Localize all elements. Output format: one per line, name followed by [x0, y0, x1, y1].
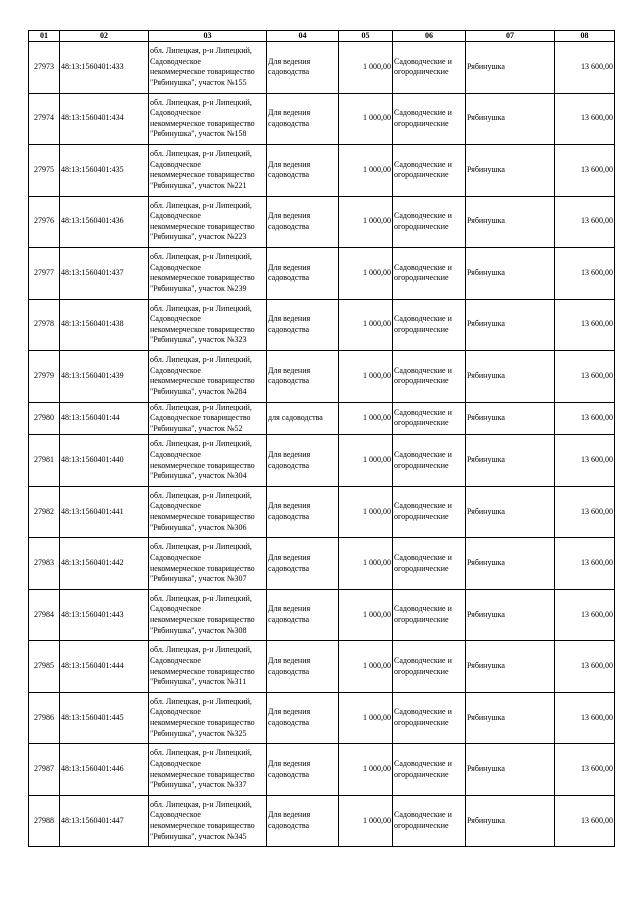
partnership-name-cell [466, 435, 555, 487]
area-value-cell [339, 351, 393, 403]
land-category-cell [393, 93, 466, 145]
table-row [29, 538, 615, 590]
row-number: 27986 [34, 712, 54, 722]
permitted-use: Для ведения садоводства [268, 449, 311, 470]
area-value-cell [339, 145, 393, 197]
row-number: 27977 [34, 267, 54, 277]
cadastral-value: 13 600,00 [581, 455, 613, 465]
area-value: 1 000,00 [363, 712, 391, 722]
land-category-cell [393, 641, 466, 693]
area-value: 1 000,00 [363, 413, 391, 423]
cadastral-number: 48:13:1560401:44 [61, 413, 120, 423]
cadastral-value-cell [555, 795, 615, 847]
row-number-cell [29, 248, 60, 300]
cadastral-number-cell [60, 42, 149, 94]
area-value-cell [339, 299, 393, 351]
land-register-table [28, 30, 615, 847]
area-value-cell [339, 795, 393, 847]
row-number: 27983 [34, 558, 54, 568]
cadastral-value-cell [555, 248, 615, 300]
land-category: Садоводческие и огороднические [394, 56, 452, 77]
cadastral-number: 48:13:1560401:436 [61, 216, 124, 226]
area-value-cell [339, 402, 393, 435]
cadastral-number: 48:13:1560401:438 [61, 319, 124, 329]
cadastral-value: 13 600,00 [581, 558, 613, 568]
area-value: 1 000,00 [363, 370, 391, 380]
cadastral-value-cell [555, 538, 615, 590]
cadastral-number-cell [60, 795, 149, 847]
permitted-use-cell [267, 351, 339, 403]
table-row [29, 402, 615, 435]
cadastral-value-cell [555, 299, 615, 351]
row-number-cell [29, 744, 60, 796]
header-row [29, 31, 615, 42]
cadastral-number: 48:13:1560401:439 [61, 370, 124, 380]
row-number-cell [29, 589, 60, 641]
cadastral-value-cell [555, 744, 615, 796]
land-category-cell [393, 402, 466, 435]
row-number-cell [29, 795, 60, 847]
partnership-name: Рябинушка [467, 113, 505, 123]
column-header-01: 01 [29, 31, 60, 42]
cadastral-value-cell [555, 486, 615, 538]
row-number-cell [29, 435, 60, 487]
row-number-cell [29, 692, 60, 744]
cadastral-number: 48:13:1560401:442 [61, 558, 124, 568]
cadastral-number-cell [60, 589, 149, 641]
address: обл. Липецкая, р-н Липецкий, Садоводческое некоммерческое товарищество "Рябинушка", участок №223 [150, 200, 255, 242]
land-category: Садоводческие и огороднические [394, 655, 452, 676]
area-value-cell [339, 248, 393, 300]
partnership-name-cell [466, 93, 555, 145]
area-value-cell [339, 486, 393, 538]
permitted-use: Для ведения садоводства [268, 262, 311, 283]
cadastral-value-cell [555, 402, 615, 435]
permitted-use-cell [267, 248, 339, 300]
column-header-05: 05 [339, 31, 393, 42]
area-value-cell [339, 42, 393, 94]
area-value: 1 000,00 [363, 61, 391, 71]
address: обл. Липецкая, р-н Липецкий, Садоводческое некоммерческое товарищество "Рябинушка", участок №345 [150, 799, 255, 841]
partnership-name: Рябинушка [467, 61, 505, 71]
permitted-use: Для ведения садоводства [268, 159, 311, 180]
permitted-use: Для ведения садоводства [268, 211, 311, 231]
cadastral-number-cell [60, 692, 149, 744]
cadastral-number: 48:13:1560401:437 [61, 267, 124, 277]
partnership-name: Рябинушка [467, 267, 505, 277]
cadastral-value: 13 600,00 [581, 61, 613, 71]
partnership-name: Рябинушка [467, 319, 505, 329]
area-value: 1 000,00 [363, 267, 391, 277]
address-cell [149, 248, 267, 300]
cadastral-value-cell [555, 42, 615, 94]
row-number-cell [29, 538, 60, 590]
table-row [29, 351, 615, 403]
permitted-use-cell [267, 299, 339, 351]
cadastral-value: 13 600,00 [581, 764, 613, 774]
partnership-name: Рябинушка [467, 661, 505, 671]
table-row [29, 744, 615, 796]
address: обл. Липецкая, р-н Липецкий, Садоводческое некоммерческое товарищество "Рябинушка", участок №304 [150, 439, 255, 481]
row-number: 27985 [34, 661, 54, 671]
cadastral-value-cell [555, 435, 615, 487]
cadastral-value-cell [555, 589, 615, 641]
cadastral-value-cell [555, 145, 615, 197]
land-category-cell [393, 692, 466, 744]
address: обл. Липецкая, р-н Липецкий, Садоводческое товарищество "Рябинушка", участок №52 [150, 402, 252, 433]
land-category-cell [393, 795, 466, 847]
address: обл. Липецкая, р-н Липецкий, Садоводческое некоммерческое товарищество "Рябинушка", участок №221 [150, 149, 255, 190]
area-value: 1 000,00 [363, 506, 391, 516]
address: обл. Липецкая, р-н Липецкий, Садоводческое некоммерческое товарищество "Рябинушка", участок №311 [150, 645, 255, 687]
partnership-name-cell [466, 692, 555, 744]
permitted-use-cell [267, 589, 339, 641]
permitted-use-cell [267, 538, 339, 590]
area-value: 1 000,00 [363, 815, 391, 825]
permitted-use-cell [267, 42, 339, 94]
land-category-cell [393, 42, 466, 94]
cadastral-value: 13 600,00 [581, 216, 613, 226]
partnership-name-cell [466, 795, 555, 847]
row-number: 27975 [34, 164, 54, 174]
address-cell [149, 145, 267, 197]
address: обл. Липецкая, р-н Липецкий, Садоводческое некоммерческое товарищество "Рябинушка", участок №307 [150, 542, 255, 584]
row-number: 27973 [34, 61, 54, 71]
area-value: 1 000,00 [363, 609, 391, 619]
row-number: 27976 [34, 216, 54, 226]
partnership-name-cell [466, 299, 555, 351]
area-value-cell [339, 435, 393, 487]
permitted-use: Для ведения садоводства [268, 365, 311, 386]
partnership-name: Рябинушка [467, 216, 505, 226]
address: обл. Липецкая, р-н Липецкий, Садоводческое некоммерческое товарищество "Рябинушка", участок №306 [150, 490, 255, 532]
address-cell [149, 744, 267, 796]
cadastral-number-cell [60, 744, 149, 796]
cadastral-number-cell [60, 538, 149, 590]
permitted-use: Для ведения садоводства [268, 604, 311, 625]
row-number: 27981 [34, 455, 54, 465]
row-number: 27979 [34, 370, 54, 380]
permitted-use: Для ведения садоводства [268, 552, 311, 573]
permitted-use-cell [267, 196, 339, 248]
land-category: Садоводческие и огороднические [394, 108, 452, 128]
permitted-use-cell [267, 435, 339, 487]
column-header-08: 08 [555, 31, 615, 42]
address: обл. Липецкая, р-н Липецкий, Садоводческое некоммерческое товарищество "Рябинушка", участок №323 [150, 303, 255, 345]
cadastral-value: 13 600,00 [581, 370, 613, 380]
permitted-use-cell [267, 795, 339, 847]
row-number: 27974 [34, 113, 54, 123]
table-row [29, 435, 615, 487]
cadastral-value-cell [555, 692, 615, 744]
partnership-name-cell [466, 744, 555, 796]
area-value: 1 000,00 [363, 113, 391, 123]
cadastral-number-cell [60, 93, 149, 145]
row-number-cell [29, 641, 60, 693]
cadastral-number: 48:13:1560401:433 [61, 61, 124, 71]
cadastral-number: 48:13:1560401:444 [61, 661, 124, 671]
permitted-use: Для ведения садоводства [268, 810, 311, 831]
address-cell [149, 351, 267, 403]
land-category: Садоводческие и огороднические [394, 211, 452, 231]
land-category-cell [393, 486, 466, 538]
permitted-use-cell [267, 744, 339, 796]
cadastral-number: 48:13:1560401:441 [61, 506, 124, 516]
cadastral-number-cell [60, 402, 149, 435]
partnership-name: Рябинушка [467, 764, 505, 774]
cadastral-value: 13 600,00 [581, 815, 613, 825]
permitted-use-cell [267, 692, 339, 744]
cadastral-number-cell [60, 299, 149, 351]
row-number-cell [29, 402, 60, 435]
table-row [29, 641, 615, 693]
land-category-cell [393, 744, 466, 796]
area-value: 1 000,00 [363, 558, 391, 568]
address-cell [149, 692, 267, 744]
cadastral-number: 48:13:1560401:443 [61, 609, 124, 619]
cadastral-number-cell [60, 351, 149, 403]
partnership-name-cell [466, 589, 555, 641]
table-row [29, 93, 615, 145]
table-row [29, 589, 615, 641]
area-value: 1 000,00 [363, 164, 391, 174]
address-cell [149, 486, 267, 538]
land-category: Садоводческие и огороднические [394, 501, 452, 522]
land-category-cell [393, 299, 466, 351]
table-row [29, 299, 615, 351]
land-category-cell [393, 196, 466, 248]
permitted-use: Для ведения садоводства [268, 758, 311, 779]
address-cell [149, 196, 267, 248]
address: обл. Липецкая, р-н Липецкий, Садоводческое некоммерческое товарищество "Рябинушка", участок №337 [150, 748, 255, 790]
permitted-use: Для ведения садоводства [268, 707, 311, 728]
cadastral-value: 13 600,00 [581, 506, 613, 516]
area-value-cell [339, 589, 393, 641]
cadastral-value: 13 600,00 [581, 267, 613, 277]
land-category: Садоводческие и огороднические [394, 314, 452, 334]
table-row [29, 42, 615, 94]
partnership-name: Рябинушка [467, 815, 505, 825]
cadastral-number: 48:13:1560401:440 [61, 455, 124, 465]
land-category-cell [393, 248, 466, 300]
cadastral-number: 48:13:1560401:445 [61, 712, 124, 722]
address-cell [149, 538, 267, 590]
table-row [29, 248, 615, 300]
partnership-name: Рябинушка [467, 558, 505, 568]
permitted-use-cell [267, 641, 339, 693]
address-cell [149, 93, 267, 145]
land-category-cell [393, 351, 466, 403]
partnership-name-cell [466, 486, 555, 538]
cadastral-value: 13 600,00 [581, 113, 613, 123]
partnership-name: Рябинушка [467, 609, 505, 619]
area-value-cell [339, 93, 393, 145]
address-cell [149, 299, 267, 351]
column-header-04: 04 [267, 31, 339, 42]
column-header-02: 02 [60, 31, 149, 42]
permitted-use-cell [267, 93, 339, 145]
row-number: 27978 [34, 319, 54, 329]
land-category: Садоводческие и огороднические [394, 552, 452, 573]
row-number-cell [29, 351, 60, 403]
cadastral-number-cell [60, 641, 149, 693]
partnership-name: Рябинушка [467, 413, 505, 423]
area-value: 1 000,00 [363, 455, 391, 465]
cadastral-number-cell [60, 248, 149, 300]
cadastral-value: 13 600,00 [581, 319, 613, 329]
partnership-name: Рябинушка [467, 455, 505, 465]
land-category: Садоводческие и огороднические [394, 604, 452, 625]
land-category: Садоводческие и огороднические [394, 449, 452, 470]
column-header-07: 07 [466, 31, 555, 42]
address-cell [149, 641, 267, 693]
land-category: Садоводческие и огороднические [394, 758, 452, 779]
cadastral-number: 48:13:1560401:446 [61, 764, 124, 774]
cadastral-value: 13 600,00 [581, 609, 613, 619]
table-row [29, 145, 615, 197]
permitted-use: Для ведения садоводства [268, 655, 311, 676]
cadastral-value: 13 600,00 [581, 164, 613, 174]
cadastral-number-cell [60, 196, 149, 248]
address: обл. Липецкая, р-н Липецкий, Садоводческое некоммерческое товарищество "Рябинушка", участок №284 [150, 355, 255, 396]
area-value-cell [339, 196, 393, 248]
land-category-cell [393, 589, 466, 641]
cadastral-number-cell [60, 486, 149, 538]
area-value-cell [339, 538, 393, 590]
row-number-cell [29, 93, 60, 145]
cadastral-value-cell [555, 351, 615, 403]
cadastral-value-cell [555, 93, 615, 145]
row-number-cell [29, 145, 60, 197]
partnership-name-cell [466, 42, 555, 94]
area-value-cell [339, 744, 393, 796]
partnership-name-cell [466, 351, 555, 403]
cadastral-number: 48:13:1560401:434 [61, 113, 124, 123]
row-number: 27980 [34, 413, 54, 423]
address-cell [149, 795, 267, 847]
cadastral-value-cell [555, 196, 615, 248]
table-row [29, 196, 615, 248]
row-number-cell [29, 42, 60, 94]
permitted-use: Для ведения садоводства [268, 501, 311, 522]
row-number: 27988 [34, 815, 54, 825]
row-number: 27982 [34, 506, 54, 516]
area-value: 1 000,00 [363, 319, 391, 329]
address: обл. Липецкая, р-н Липецкий, Садоводческое некоммерческое товарищество "Рябинушка", участок №325 [150, 696, 255, 738]
address: обл. Липецкая, р-н Липецкий, Садоводческое некоммерческое товарищество "Рябинушка", участок №155 [150, 46, 255, 87]
partnership-name-cell [466, 196, 555, 248]
table-row [29, 795, 615, 847]
partnership-name-cell [466, 538, 555, 590]
address: обл. Липецкая, р-н Липецкий, Садоводческое некоммерческое товарищество "Рябинушка", участок №158 [150, 97, 255, 139]
address: обл. Липецкая, р-н Липецкий, Садоводческое некоммерческое товарищество "Рябинушка", участок №239 [150, 252, 255, 293]
column-header-03: 03 [149, 31, 267, 42]
partnership-name-cell [466, 145, 555, 197]
land-category-cell [393, 538, 466, 590]
address: обл. Липецкая, р-н Липецкий, Садоводческое некоммерческое товарищество "Рябинушка", участок №308 [150, 593, 255, 635]
land-category: Садоводческие и огороднические [394, 365, 452, 386]
partnership-name-cell [466, 402, 555, 435]
area-value: 1 000,00 [363, 764, 391, 774]
cadastral-number: 48:13:1560401:447 [61, 815, 124, 825]
permitted-use: Для ведения садоводства [268, 108, 311, 128]
row-number-cell [29, 299, 60, 351]
address-cell [149, 42, 267, 94]
land-category: Садоводческие и огороднические [394, 407, 452, 428]
permitted-use: Для ведения садоводства [268, 56, 311, 77]
land-category-cell [393, 435, 466, 487]
cadastral-number-cell [60, 145, 149, 197]
land-category-cell [393, 145, 466, 197]
column-header-06: 06 [393, 31, 466, 42]
address-cell [149, 435, 267, 487]
table-row [29, 692, 615, 744]
permitted-use-cell [267, 402, 339, 435]
cadastral-number-cell [60, 435, 149, 487]
cadastral-value: 13 600,00 [581, 661, 613, 671]
partnership-name: Рябинушка [467, 164, 505, 174]
permitted-use-cell [267, 486, 339, 538]
cadastral-value-cell [555, 641, 615, 693]
land-category: Садоводческие и огороднические [394, 159, 452, 180]
area-value-cell [339, 692, 393, 744]
partnership-name: Рябинушка [467, 370, 505, 380]
table-row [29, 486, 615, 538]
row-number-cell [29, 486, 60, 538]
area-value: 1 000,00 [363, 661, 391, 671]
land-category: Садоводческие и огороднические [394, 262, 452, 283]
cadastral-number: 48:13:1560401:435 [61, 164, 124, 174]
partnership-name: Рябинушка [467, 506, 505, 516]
row-number: 27984 [34, 609, 54, 619]
address-cell [149, 589, 267, 641]
permitted-use: для садоводства [268, 413, 323, 423]
permitted-use-cell [267, 145, 339, 197]
row-number-cell [29, 196, 60, 248]
permitted-use: Для ведения садоводства [268, 314, 311, 334]
area-value: 1 000,00 [363, 216, 391, 226]
partnership-name-cell [466, 248, 555, 300]
land-category: Садоводческие и огороднические [394, 707, 452, 728]
area-value-cell [339, 641, 393, 693]
cadastral-value: 13 600,00 [581, 712, 613, 722]
partnership-name: Рябинушка [467, 712, 505, 722]
land-category: Садоводческие и огороднические [394, 810, 452, 831]
cadastral-value: 13 600,00 [581, 413, 613, 423]
row-number: 27987 [34, 764, 54, 774]
partnership-name-cell [466, 641, 555, 693]
address-cell [149, 402, 267, 435]
